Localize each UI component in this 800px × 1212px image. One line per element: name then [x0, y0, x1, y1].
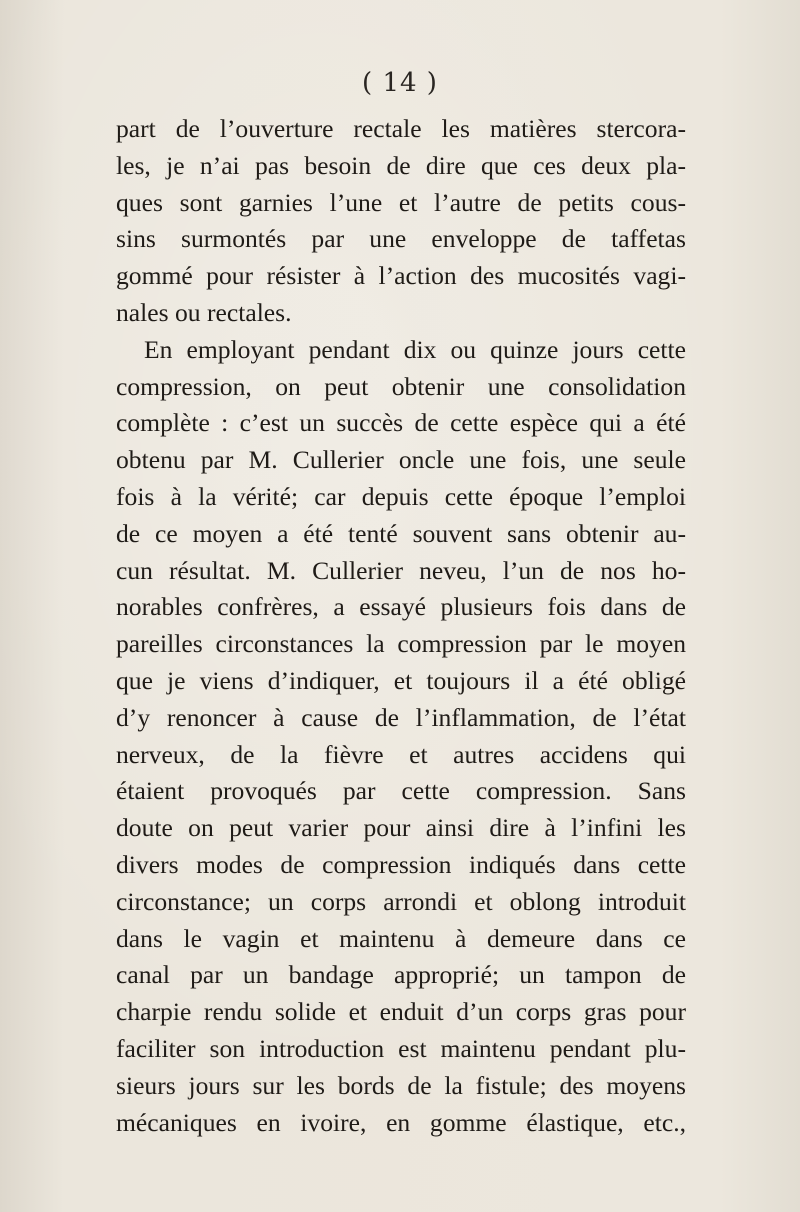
text-line: nales ou rectales.	[116, 297, 292, 327]
text-line: que je viens d’indiquer, et toujours il a été obligé	[116, 665, 686, 695]
text-line: sieurs jours sur les bords de la fistule; des moyens	[116, 1070, 686, 1100]
text-line: canal par un bandage approprié; un tampon de	[116, 960, 686, 990]
text-line: obtenu par M. Cullerier oncle une fois, une seule	[116, 445, 686, 475]
text-line: gommé pour résister à l’action des mucosités vagi-	[116, 261, 686, 291]
text-line: En employant pendant dix ou quinze jours cette	[144, 334, 686, 364]
text-line: circonstance; un corps arrondi et oblong introduit	[116, 886, 686, 916]
text-line: fois à la vérité; car depuis cette époque l’emploi	[116, 481, 686, 511]
page-number: ( 14 )	[362, 68, 438, 98]
text-line: mécaniques en ivoire, en gomme élastique, etc.,	[116, 1107, 686, 1137]
text-line: cun résultat. M. Cullerier neveu, l’un de nos ho-	[116, 555, 686, 585]
text-line: compression, on peut obtenir une consolidation	[116, 371, 686, 401]
text-line: les, je n’ai pas besoin de dire que ces deux pla-	[116, 150, 686, 180]
body-text	[116, 111, 686, 1141]
text-line: dans le vagin et maintenu à demeure dans ce	[116, 923, 686, 953]
text-line: complète : c’est un succès de cette espèce qui a été	[116, 408, 686, 438]
text-line: d’y renoncer à cause de l’inflammation, de l’état	[116, 702, 686, 732]
text-line: charpie rendu solide et enduit d’un corps gras pour	[116, 997, 686, 1027]
text-line: doute on peut varier pour ainsi dire à l’infini les	[116, 813, 686, 843]
text-line: faciliter son introduction est maintenu pendant plu-	[116, 1033, 686, 1063]
text-line: sins surmontés par une enveloppe de taffetas	[116, 224, 686, 254]
text-line: nerveux, de la fièvre et autres accidens qui	[116, 739, 686, 769]
text-line: de ce moyen a été tenté souvent sans obtenir au-	[116, 518, 686, 548]
text-line: pareilles circonstances la compression par le moyen	[116, 629, 686, 659]
text-line: part de l’ouverture rectale les matières stercora-	[116, 114, 686, 143]
text-line: étaient provoqués par cette compression. Sans	[116, 776, 686, 806]
text-line: norables confrères, a essayé plusieurs fois dans de	[116, 592, 686, 622]
text-line: divers modes de compression indiqués dans cette	[116, 849, 686, 879]
text-line: ques sont garnies l’une et l’autre de petits cous-	[116, 187, 686, 217]
